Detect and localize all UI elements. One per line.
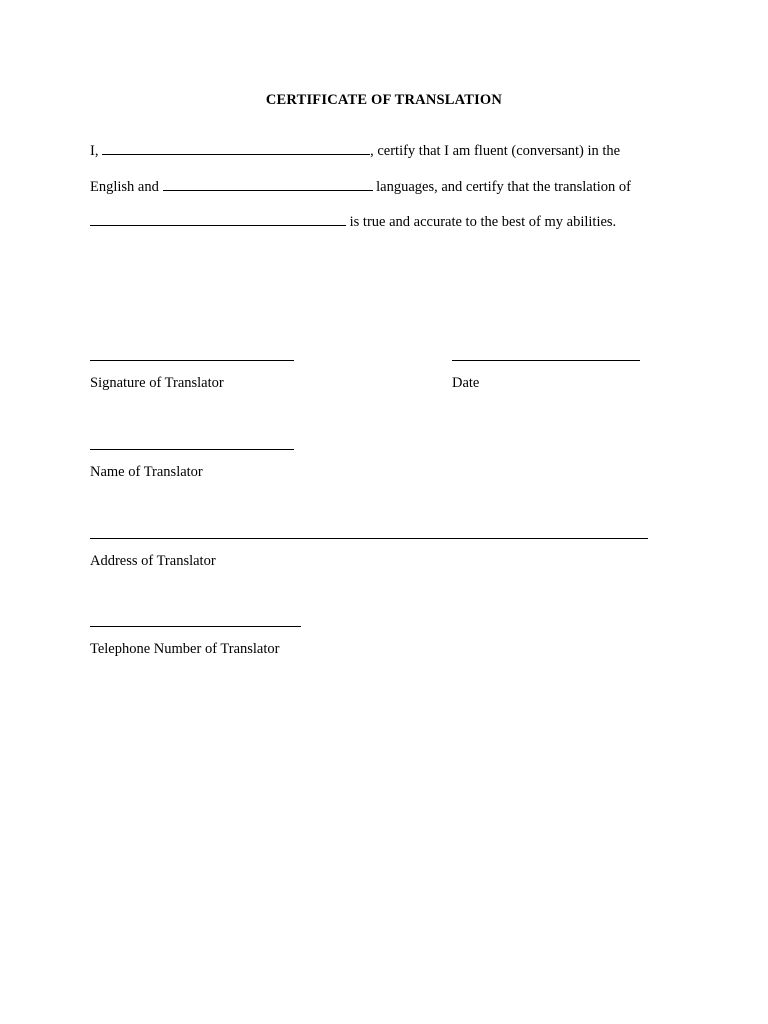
address-line[interactable] [90, 538, 648, 539]
date-label: Date [452, 375, 480, 391]
name-line[interactable] [90, 449, 294, 450]
statement-line-3-text: is true and accurate to the best of my abilities. [349, 214, 617, 230]
second-language-blank[interactable] [163, 176, 373, 191]
statement-line-1 [90, 140, 620, 160]
statement-line-3 [90, 211, 616, 231]
signature-line[interactable] [90, 360, 294, 361]
statement-line-1-text: , certify that I am fluent (conversant) in the [370, 143, 621, 159]
document-title: CERTIFICATE OF TRANSLATION [265, 92, 503, 108]
statement-line-2-text: languages, and certify that the translation of [376, 179, 631, 195]
statement-line-2 [90, 176, 631, 196]
telephone-line[interactable] [90, 626, 301, 627]
document-name-blank[interactable] [90, 211, 346, 226]
statement-english-and: English and [90, 179, 159, 195]
signature-label: Signature of Translator [90, 375, 224, 391]
date-line[interactable] [452, 360, 640, 361]
statement-prefix-i: I, [90, 143, 99, 159]
telephone-label: Telephone Number of Translator [90, 641, 280, 657]
address-label: Address of Translator [90, 553, 216, 569]
translator-name-blank[interactable] [102, 140, 370, 155]
name-label: Name of Translator [90, 464, 203, 480]
